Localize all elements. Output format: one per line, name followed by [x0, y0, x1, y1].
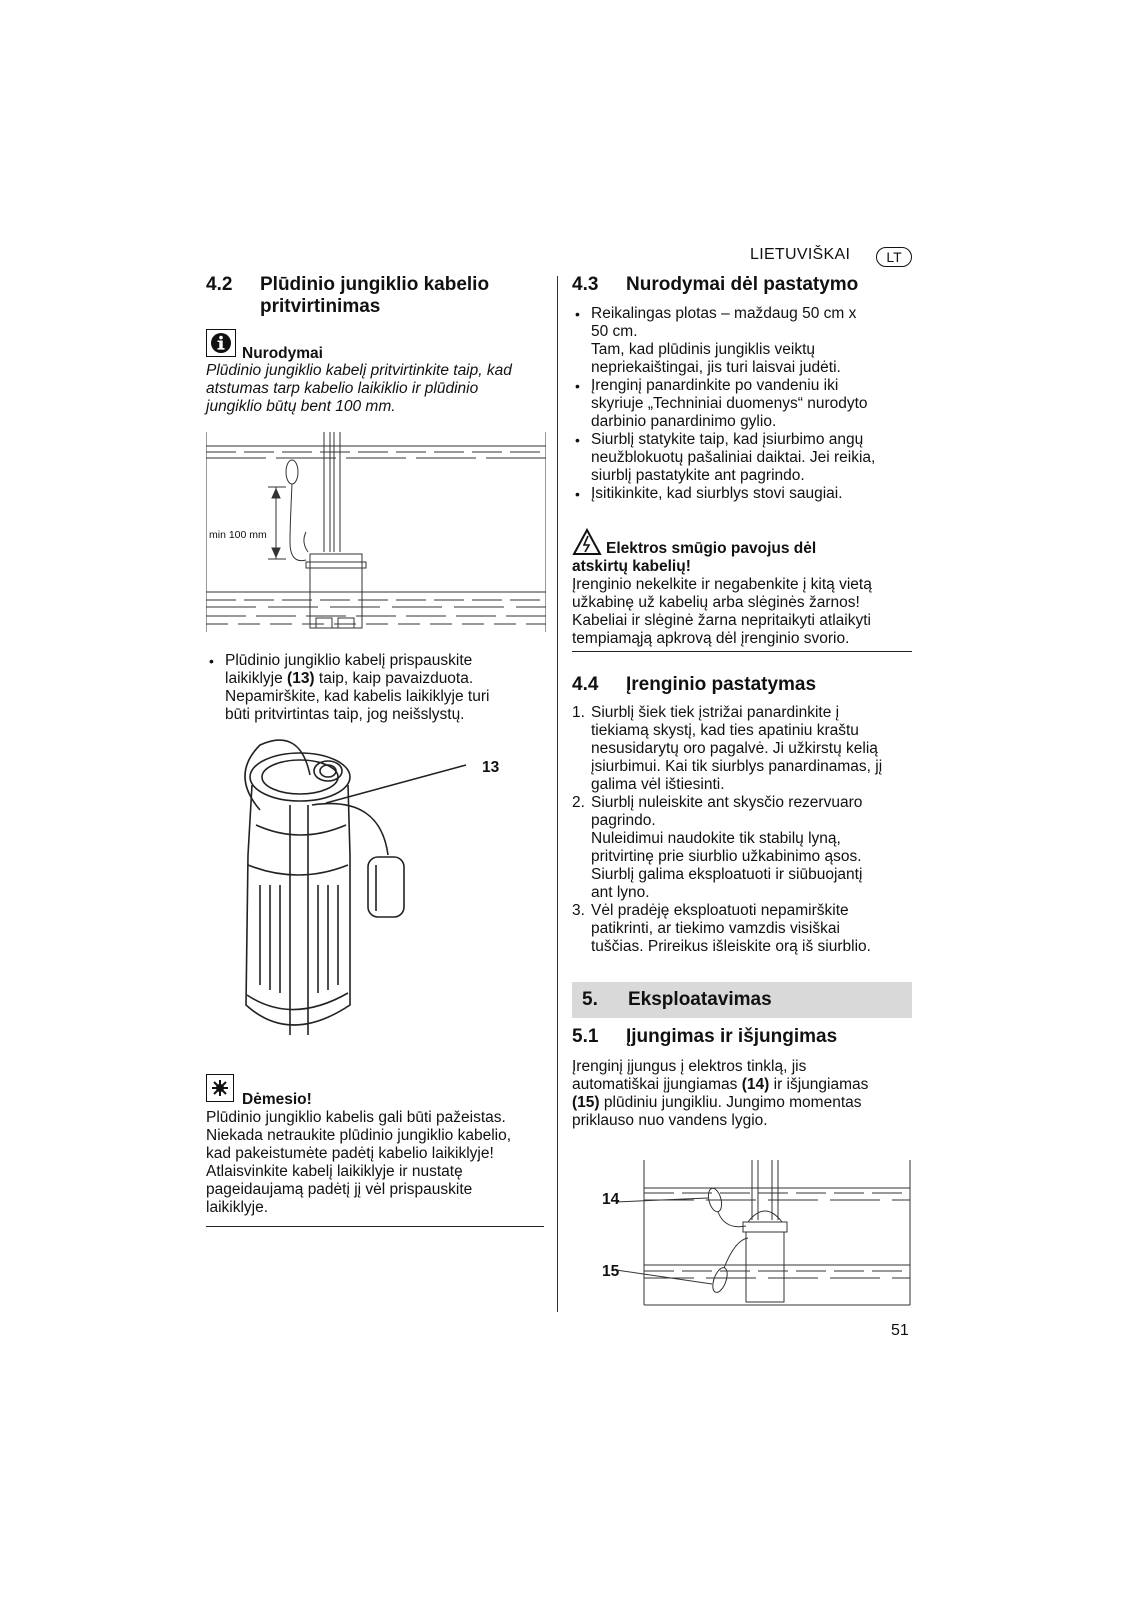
text-line: būti pritvirtintas taip, jog neišslystų.	[225, 706, 465, 723]
text-line: • Siurblį statykite taip, kad įsiurbimo angų	[591, 431, 864, 448]
text-line: • Įrenginį panardinkite po vandeniu iki	[591, 377, 839, 394]
text-line: 50 cm.	[591, 323, 638, 340]
text-line: priklauso nuo vandens lygio.	[572, 1112, 768, 1129]
bullet-list	[572, 305, 912, 503]
text-line: skyriuje „Techniniai duomenys“ nurodyto	[591, 395, 868, 412]
text-part: plūdiniu jungikliu. Jungimo momentas	[603, 1094, 862, 1111]
caution-glyph	[210, 1078, 230, 1098]
section-4-2-heading	[206, 274, 546, 320]
caution-line: kad pakeistumėte padėtį kabelio laikiklyje!	[206, 1145, 494, 1162]
bullet-list	[206, 652, 556, 724]
text-line: Tam, kad plūdinis jungiklis veiktų	[591, 341, 815, 358]
item-number: 2.	[572, 794, 585, 811]
item-number: 3.	[572, 902, 585, 919]
list-item	[572, 485, 912, 503]
note-line: jungiklio būtų bent 100 mm.	[206, 398, 396, 415]
list-item	[572, 794, 912, 902]
callout-ref-15: (15)	[572, 1094, 600, 1111]
warning-line: Įrenginio nekelkite ir negabenkite į kitą vietą	[572, 576, 872, 593]
info-icon	[206, 329, 236, 357]
chapter-5-bar	[572, 982, 912, 1018]
text-line: pagrindo.	[591, 812, 656, 829]
note-line: Plūdinio jungiklio kabelį pritvirtinkite taip, kad	[206, 362, 512, 379]
text-line: • Plūdinio jungiklio kabelį prispauskite	[225, 652, 473, 669]
caution-line: Atlaisvinkite kabelį laikiklyje ir nustatę	[206, 1163, 463, 1180]
warning-title-line-1: Elektros smūgio pavojus dėl	[606, 540, 817, 557]
installation-notes	[572, 305, 912, 503]
warning-bottom-rule	[572, 651, 912, 652]
electric-warning-icon	[572, 528, 602, 556]
page-number: 51	[891, 1322, 909, 1339]
list-item	[572, 704, 912, 794]
text-line: įsiurbimui. Kai tik siurblys panardinamas, jį	[591, 758, 883, 775]
text-line: Įrenginį įjungus į elektros tinklą, jis	[572, 1058, 807, 1075]
text-line: Vėl pradėję eksploatuoti nepamirškite	[591, 902, 849, 919]
section-5-1-heading	[572, 1026, 912, 1050]
setup-steps	[572, 704, 912, 956]
text-part: taip, kaip pavaizduota.	[318, 670, 474, 687]
text-line: tiekiamą skystį, kad ties apatiniu kraštu	[591, 722, 859, 739]
text-line: neužblokuotų pašaliniai daiktai. Jei reikia,	[591, 449, 876, 466]
caution-line: laikiklyje.	[206, 1199, 269, 1216]
text-line: pritvirtinę prie siurblio užkabinimo ąsos.	[591, 848, 862, 865]
text-line: Nepamirškite, kad kabelis laikiklyje turi	[225, 688, 490, 705]
numbered-list	[572, 704, 912, 956]
language-code-badge: LT	[876, 247, 912, 267]
warning-line: Kabeliai ir slėginė žarna nepritaikyti atlaikyti	[572, 612, 871, 629]
text-line: galima vėl ištiesinti.	[591, 776, 725, 793]
section-title: Įjungimas ir išjungimas	[626, 1026, 838, 1047]
text-line	[572, 1076, 912, 1094]
text-line: Nuleidimui naudokite tik stabilų lyną,	[591, 830, 841, 847]
text-line: ant lyno.	[591, 884, 650, 901]
section-title-line-1: Plūdinio jungiklio kabelio	[260, 274, 490, 295]
callout-ref-13: (13)	[287, 670, 315, 687]
section-number: 5.1	[572, 1026, 599, 1047]
text-line	[225, 670, 556, 688]
section-title-line-2: pritvirtinimas	[260, 296, 381, 317]
section-title: Nurodymai dėl pastatymo	[626, 274, 859, 295]
list-item	[572, 431, 912, 485]
cable-clamp-instruction	[206, 652, 556, 724]
text-line	[572, 1094, 912, 1112]
language-label: LIETUVIŠKAI	[750, 246, 851, 263]
column-divider	[557, 276, 558, 1312]
text-line: Siurblį šiek tiek įstrižai panardinkite į	[591, 704, 840, 721]
warning-line: tempiamąją apkrovą dėl įrenginio svorio.	[572, 630, 850, 647]
chapter-title: Eksploatavimas	[628, 989, 772, 1010]
section-4-4-heading	[572, 674, 912, 698]
text-line: siurblį pastatykite ant pagrindo.	[591, 467, 805, 484]
text-part: automatiškai įjungiamas	[572, 1076, 738, 1093]
text-line: • Įsitikinkite, kad siurblys stovi saugiai.	[591, 485, 843, 502]
note-line: atstumas tarp kabelio laikiklio ir plūdinio	[206, 380, 479, 397]
list-item	[572, 305, 912, 377]
caution-icon	[206, 1074, 234, 1102]
callout-13: 13	[482, 759, 500, 776]
text-line: nesusidarytų oro pagalvė. Ji užkirstų kelią	[591, 740, 878, 757]
callout-ref-14: (14)	[741, 1076, 770, 1093]
text-line: tuščias. Prireikus išleiskite orą iš siurblio.	[591, 938, 871, 955]
float-switch-levels-figure	[600, 1160, 916, 1310]
list-item	[572, 902, 912, 956]
section-number: 4.2	[206, 274, 233, 295]
caution-title: Dėmesio!	[242, 1091, 312, 1108]
text-line: • Reikalingas plotas – maždaug 50 cm x	[591, 305, 857, 322]
warning-body	[572, 576, 912, 648]
text-line: Siurblį nuleiskite ant skysčio rezervuaro	[591, 794, 863, 811]
section-number: 4.3	[572, 274, 599, 295]
list-item	[206, 652, 556, 724]
callout-15: 15	[602, 1263, 620, 1280]
caution-bottom-rule	[206, 1226, 544, 1227]
warning-line: užkabinę už kabelių arba slėginės žarnos!	[572, 594, 860, 611]
note-title: Nurodymai	[242, 345, 323, 362]
text-part: laikiklyje	[225, 670, 283, 687]
warning-title-line-2: atskirtų kabelių!	[572, 558, 691, 575]
item-number: 1.	[572, 704, 585, 721]
text-part: ir išjungiamas	[773, 1076, 869, 1093]
list-item	[572, 377, 912, 431]
text-line: darbinio panardinimo gylio.	[591, 413, 777, 430]
note-body	[206, 362, 556, 416]
info-glyph	[209, 332, 233, 354]
text-line: Siurblį galima eksploatuoti ir siūbuojantį	[591, 866, 863, 883]
section-title: Įrenginio pastatymas	[626, 674, 817, 695]
caution-line: Niekada netraukite plūdinio jungiklio kabelio,	[206, 1127, 512, 1144]
caution-body	[206, 1109, 556, 1217]
text-line: patikrinti, ar tiekimo vamzdis visiškai	[591, 920, 840, 937]
caution-line: Plūdinio jungiklio kabelis gali būti pažeistas.	[206, 1109, 506, 1126]
text-line: nepriekaištingai, jis turi laisvai judėti.	[591, 359, 841, 376]
chapter-number: 5.	[582, 989, 598, 1010]
section-4-3-heading	[572, 274, 912, 298]
switching-description	[572, 1058, 912, 1130]
caution-line: pageidaujamą padėtį jį vėl prispauskite	[206, 1181, 473, 1198]
section-number: 4.4	[572, 674, 599, 695]
callout-14: 14	[602, 1191, 620, 1208]
pump-cable-holder-figure	[230, 735, 500, 1065]
min-distance-label: min 100 mm	[209, 529, 267, 541]
